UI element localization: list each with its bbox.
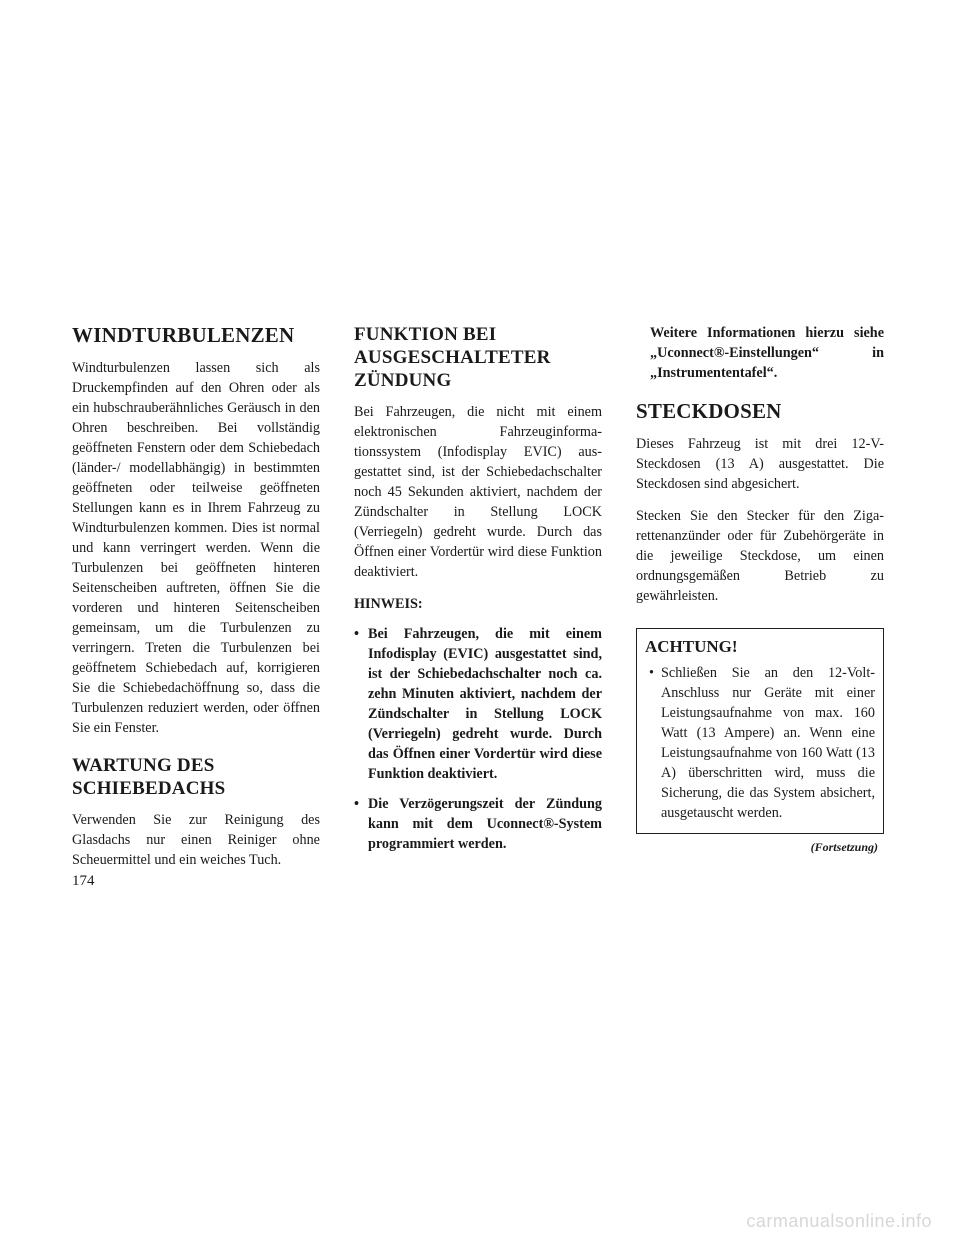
- warning-text: Schließen Sie an den 12-Volt-Anschluss nur Geräte mit einer Leistungsaufnahme von max. 160 Watt (13 Ampere) an. Wenn eine Leistungsaufnahme von 160 Watt (13 A) überschritten wird, muss die Sicherung, die das System absichert, ausgetauscht werden.: [661, 665, 875, 821]
- paragraph-funktion-zuendung: Bei Fahrzeugen, die nicht mit einem elektronischen Fahrzeuginformationssystem (Infodisplay EVIC) ausgestattet sind, ist der Schiebedachschalter noch 45 Sekunden aktiviert, nachdem der Zündschalter in Stellung LOCK (Verriegeln) gedreht wurde. Durch das Öffnen einer Vordertür wird diese Funktion deaktiviert.: [354, 404, 602, 580]
- note-bullet-item: [354, 794, 602, 854]
- left-column: [72, 323, 320, 882]
- warning-box: [636, 628, 884, 834]
- note-bullet-list: [354, 624, 602, 854]
- warning-list: [645, 663, 875, 823]
- middle-column: [354, 323, 602, 864]
- paragraph-steckdosen-2: Stecken Sie den Stecker für den Zigarettenanzünder oder für Zubehörgeräte in die jeweilige Steckdose, um einen ordnungsgemäßen Betrieb zu gewährleisten.: [636, 508, 884, 604]
- paragraph-steckdosen-1: Dieses Fahrzeug ist mit drei 12-V-Steckdosen (13 A) ausgestattet. Die Steckdosen sind abgesichert.: [636, 436, 884, 492]
- note-label: HINWEIS:: [354, 596, 423, 612]
- bullet-marker: •: [354, 796, 359, 812]
- warning-title: ACHTUNG!: [645, 637, 738, 656]
- heading-windturbulenzen: WINDTURBULENZEN: [72, 323, 295, 347]
- note-bullet-text: Die Verzögerungszeit der Zündung kann mit dem Uconnect®-System programmiert werden.: [368, 796, 602, 852]
- warning-item: [645, 663, 875, 823]
- heading-steckdosen: STECKDOSEN: [636, 399, 782, 423]
- bullet-marker: •: [649, 665, 654, 681]
- paragraph-windturbulenzen: Windturbulenzen lassen sich als Druckempfinden auf den Ohren oder als ein hubschrauberähnliches Geräusch in den Ohren beschreiben. Bei vollständig geöffneten Fenstern oder dem Schiebedach (länder-/ modellabhängig) in bestimmten geöffneten oder teilweise geöffneten Stellungen kann es in Ihrem Fahrzeug zu Windturbulenzen kommen. Dies ist normal und kann verringert werden. Wenn die Turbulenzen bei geöffneten hinteren Seitenscheiben auftreten, öffnen Sie die vorderen und hinteren Seitenscheiben gemeinsam, um die Turbulenzen zu verringern. Treten die Turbulenzen bei geöffnetem Schiebedach auf, korrigieren Sie die Schiebedachöffnung so, dass die Turbulenzen reduziert werden, oder öffnen Sie ein Fenster.: [72, 360, 320, 736]
- bullet-marker: •: [354, 626, 359, 642]
- bullet-continuation: Weitere Informationen hierzu siehe „Uconnect®-Einstellungen“ in „Instrumententafel“.: [650, 325, 884, 381]
- paragraph-wartung-schiebedach: Verwenden Sie zur Reinigung des Glasdachs nur einen Reiniger ohne Scheuermittel und ein weiches Tuch.: [72, 812, 320, 868]
- note-bullet-text: Bei Fahrzeugen, die mit einem Infodisplay (EVIC) ausgestattet sind, ist der Schiebedachschalter noch ca. zehn Minuten aktiviert, nachdem der Zündschalter in Stellung LOCK (Verriegeln) gedreht wurde. Durch das Öffnen einer Vordertür wird diese Funktion deaktiviert.: [368, 626, 602, 782]
- right-column: [636, 323, 884, 855]
- heading-funktion-zuendung: FUNKTION BEI AUSGESCHALTETER ZÜNDUNG: [354, 324, 551, 391]
- watermark-logo: carmanualsonline.info: [746, 1211, 932, 1231]
- note-bullet-item: [354, 624, 602, 784]
- page-number: 174: [72, 873, 95, 889]
- heading-wartung-schiebedach: WARTUNG DES SCHIEBEDACHS: [72, 755, 226, 799]
- continued-note: (Fortsetzung): [810, 840, 878, 854]
